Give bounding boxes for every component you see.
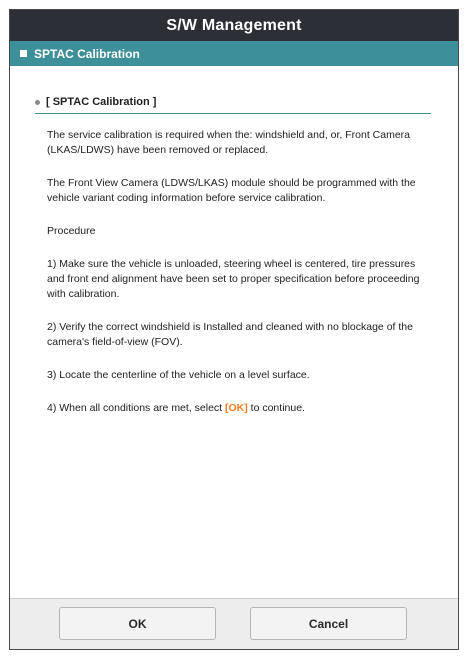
step-4-prefix: 4) When all conditions are met, select xyxy=(47,402,225,414)
sw-management-dialog xyxy=(9,9,459,650)
dialog-footer xyxy=(10,598,458,649)
dot-bullet-icon xyxy=(35,100,40,105)
dialog-title xyxy=(10,10,458,41)
square-bullet-icon xyxy=(20,50,27,57)
cancel-button[interactable]: Cancel xyxy=(250,607,407,640)
dialog-title-text: S/W Management xyxy=(166,16,302,34)
section-header xyxy=(10,41,458,66)
subheader xyxy=(35,96,431,114)
ok-highlight: [OK] xyxy=(225,402,248,414)
paragraph-1: The service calibration is required when the: windshield and, or, Front Camera (LKAS/LDWS) have been removed or replaced. xyxy=(47,129,411,156)
step-1: 1) Make sure the vehicle is unloaded, steering wheel is centered, tire pressures and front end alignment have been set to proper specification before proceeding with calibration. xyxy=(47,258,420,300)
section-title: SPTAC Calibration xyxy=(34,46,140,61)
step-4-suffix: to continue. xyxy=(247,402,305,414)
step-2: 2) Verify the correct windshield is Installed and cleaned with no blockage of the camera's field-of-view (FOV). xyxy=(47,321,413,348)
instructions-body xyxy=(35,114,431,416)
step-3: 3) Locate the centerline of the vehicle on a level surface. xyxy=(47,369,310,381)
paragraph-2: The Front View Camera (LDWS/LKAS) module should be programmed with the vehicle variant coding information before service calibration. xyxy=(47,177,416,204)
ok-button[interactable]: OK xyxy=(59,607,216,640)
content-area xyxy=(10,66,458,416)
step-4 xyxy=(47,401,431,416)
procedure-label: Procedure xyxy=(47,225,96,237)
subheader-title: [ SPTAC Calibration ] xyxy=(46,96,157,108)
